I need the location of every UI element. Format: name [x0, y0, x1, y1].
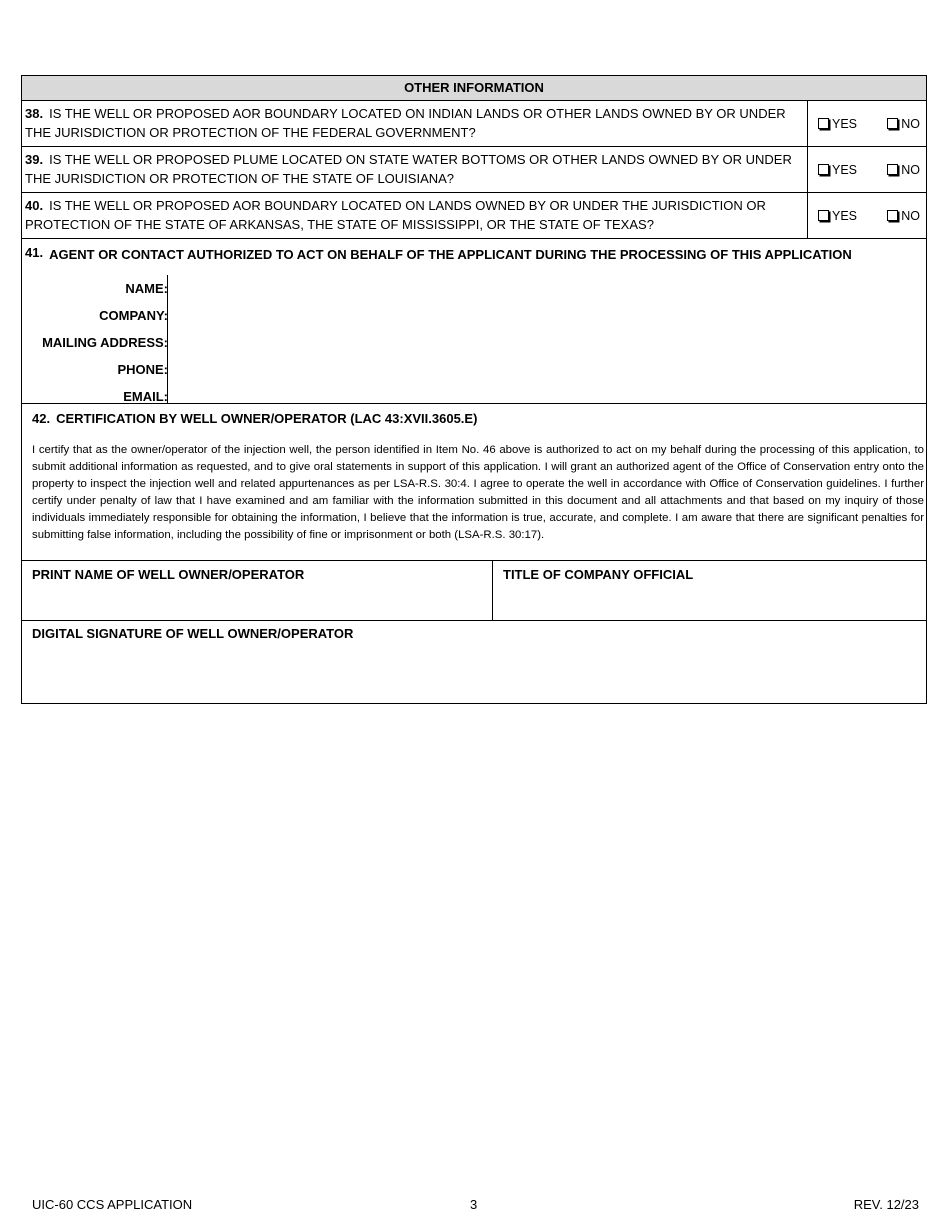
- no-label: NO: [901, 208, 920, 223]
- checkbox-icon: [887, 164, 898, 175]
- checkbox-icon: [818, 210, 829, 221]
- yes-checkbox[interactable]: [818, 163, 857, 177]
- question-number: 39.: [25, 152, 44, 167]
- question-label: IS THE WELL OR PROPOSED PLUME LOCATED ON STATE WATER BOTTOMS OR OTHER LANDS OWNED BY OR UNDER THE JURISDICTION OR PROTECTION OF THE STATE OF LOUISIANA?: [25, 152, 792, 186]
- yes-no-options: [808, 193, 926, 238]
- yes-label: YES: [832, 208, 858, 223]
- question-row-38: [22, 101, 926, 147]
- agent-section-title: [22, 239, 926, 262]
- no-checkbox[interactable]: [887, 163, 920, 177]
- agent-contact-section: [22, 239, 926, 404]
- phone-field-label[interactable]: PHONE:: [117, 362, 168, 377]
- question-row-39: [22, 147, 926, 193]
- yes-checkbox[interactable]: [818, 117, 857, 131]
- field-divider: [167, 275, 169, 403]
- agent-section-number: 41.: [25, 245, 44, 260]
- question-text: [22, 147, 808, 192]
- name-field-label[interactable]: NAME:: [125, 281, 168, 296]
- section-header: OTHER INFORMATION: [22, 76, 926, 101]
- footer-revision: REV. 12/23: [853, 1197, 919, 1212]
- checkbox-icon: [818, 164, 829, 175]
- footer-page-number: 3: [470, 1197, 478, 1212]
- other-information-form: [21, 75, 927, 704]
- question-text: [22, 101, 808, 146]
- yes-label: YES: [832, 116, 858, 131]
- question-number: 40.: [25, 198, 44, 213]
- footer-form-name: UIC-60 CCS APPLICATION: [32, 1197, 193, 1212]
- yes-label: YES: [832, 162, 858, 177]
- company-official-title-field[interactable]: TITLE OF COMPANY OFFICIAL: [503, 567, 694, 582]
- question-label: IS THE WELL OR PROPOSED AOR BOUNDARY LOCATED ON LANDS OWNED BY OR UNDER THE JURISDICTION OR PROTECTION OF THE STATE OF ARKANSAS, THE STATE OF MISSISSIPPI, OR THE STATE OF TEXAS?: [25, 198, 766, 232]
- certification-section: [22, 404, 926, 561]
- certification-number: 42.: [32, 411, 51, 426]
- no-label: NO: [901, 162, 920, 177]
- digital-signature-field[interactable]: DIGITAL SIGNATURE OF WELL OWNER/OPERATOR: [32, 626, 354, 641]
- checkbox-icon: [887, 118, 898, 129]
- checkbox-icon: [887, 210, 898, 221]
- mailing-address-field-label[interactable]: MAILING ADDRESS:: [42, 335, 168, 350]
- email-field-label[interactable]: EMAIL:: [123, 389, 168, 404]
- print-name-field[interactable]: PRINT NAME OF WELL OWNER/OPERATOR: [22, 561, 493, 620]
- question-label: IS THE WELL OR PROPOSED AOR BOUNDARY LOCATED ON INDIAN LANDS OR OTHER LANDS OWNED BY OR UNDER THE JURISDICTION OR PROTECTION OF THE FEDERAL GOVERNMENT?: [25, 106, 786, 140]
- no-label: NO: [901, 116, 920, 131]
- company-field-label[interactable]: COMPANY:: [99, 308, 168, 323]
- yes-no-options: [808, 101, 926, 146]
- no-checkbox[interactable]: [887, 209, 920, 223]
- question-text: [22, 193, 808, 238]
- no-checkbox[interactable]: [887, 117, 920, 131]
- signature-row: [22, 561, 926, 621]
- page-footer: [32, 1197, 919, 1215]
- certification-label: CERTIFICATION BY WELL OWNER/OPERATOR (LAC 43:XVII.3605.E): [56, 411, 478, 426]
- agent-fields: [22, 275, 168, 410]
- question-row-40: [22, 193, 926, 239]
- checkbox-icon: [818, 118, 829, 129]
- certification-body: I certify that as the owner/operator of the injection well, the person identified in Item No. 46 above is authorized to act on my behalf during the processing of this application, to submit additional information as requested, and to give oral statements in support of this application. I will grant an authorized agent of the Office of Conservation entry onto the property to inspect the injection well and related appurtenances as per LSA-R.S. 30:4. I agree to operate the well in accordance with Office of Conservation guidelines. I further certify under penalty of law that I have examined and am familiar with the information submitted in this document and all attachments and that based on my inquiry of those individuals immediately responsible for obtaining the information, I believe that the information is true, accurate, and complete. I am aware that there are significant penalties for submitting false information, including the possibility of fine or imprisonment or both (LSA-R.S. 30:17).: [32, 444, 924, 541]
- yes-no-options: [808, 147, 926, 192]
- question-number: 38.: [25, 106, 44, 121]
- agent-section-label: AGENT OR CONTACT AUTHORIZED TO ACT ON BEHALF OF THE APPLICANT DURING THE PROCESSING OF THIS APPLICATION: [49, 247, 852, 262]
- yes-checkbox[interactable]: [818, 209, 857, 223]
